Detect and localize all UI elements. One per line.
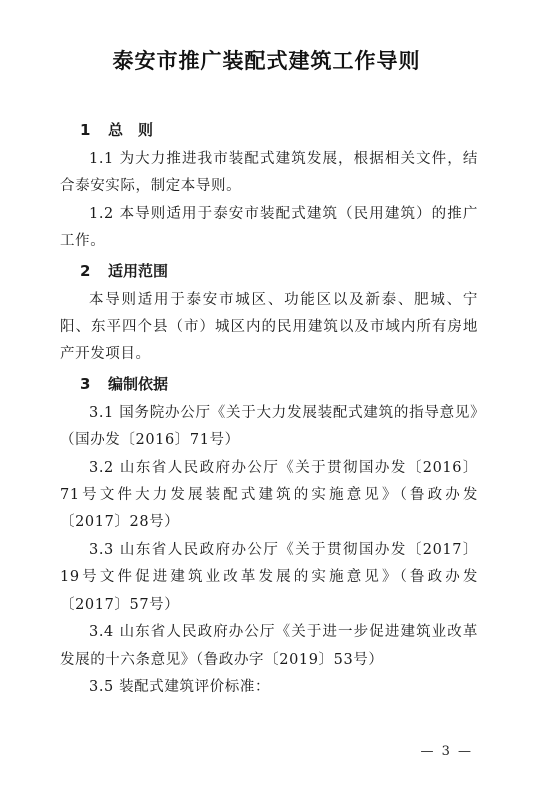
paragraph: 3.4 山东省人民政府办公厅《关于进一步促进建筑业改革发展的十六条意见》（鲁政办字〔2019〕53号） xyxy=(60,624,478,668)
page-number: — 3 — xyxy=(420,744,473,759)
document-body xyxy=(60,115,478,701)
section-heading-1 xyxy=(78,115,478,146)
paragraph: 本导则适用于泰安市城区、功能区以及新泰、肥城、宁阳、东平四个县（市）城区内的民用建筑以及市域内所有房地产开发项目。 xyxy=(60,291,478,363)
paragraph: 1.1 为大力推进我市装配式建筑发展，根据相关文件，结合泰安实际，制定本导则。 xyxy=(60,151,478,195)
paragraph: 1.2 本导则适用于泰安市装配式建筑（民用建筑）的推广工作。 xyxy=(60,205,478,250)
section-title: 适用范围 xyxy=(108,261,169,280)
section-title: 总 则 xyxy=(108,121,154,139)
section-heading-3 xyxy=(78,369,478,400)
paragraph: 3.2 山东省人民政府办公厅《关于贯彻国办发〔2016〕71号文件大力发展装配式建筑的实施意见》（鲁政办发〔2017〕28号） xyxy=(60,459,478,531)
section-heading-2 xyxy=(78,256,478,287)
section-number: 2 xyxy=(80,261,91,280)
section-number: 3 xyxy=(80,374,91,393)
paragraph: 3.5 装配式建筑评价标准： xyxy=(89,678,271,695)
section-number: 1 xyxy=(80,121,91,139)
section-title: 编制依据 xyxy=(108,374,169,393)
paragraph: 3.3 山东省人民政府办公厅《关于贯彻国办发〔2017〕19号文件促进建筑业改革发展的实施意见》（鲁政办发〔2017〕57号） xyxy=(60,541,478,613)
document-title: 泰安市推广装配式建筑工作导则 xyxy=(112,49,421,73)
paragraph: 3.1 国务院办公厅《关于大力发展装配式建筑的指导意见》（国办发〔2016〕71号） xyxy=(60,404,478,449)
